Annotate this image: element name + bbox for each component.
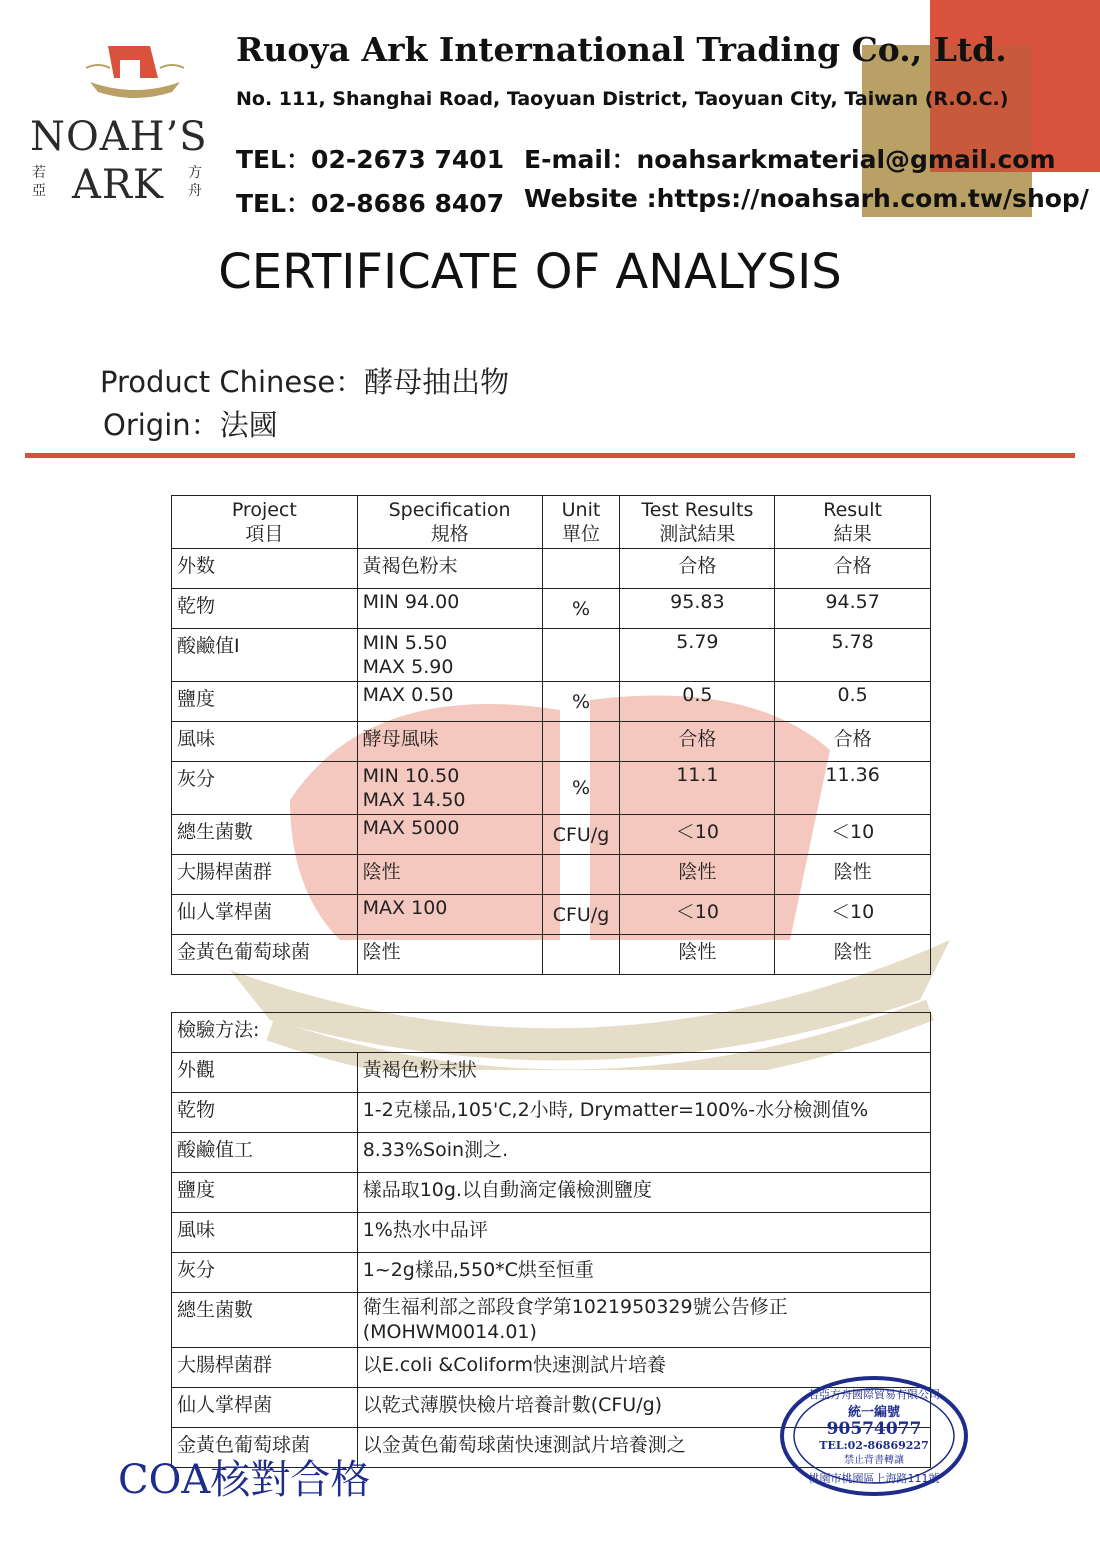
header-project: Project 項目 xyxy=(172,496,358,549)
cell-method: 1%热水中品评 xyxy=(357,1213,930,1253)
table-row xyxy=(172,1053,931,1093)
company-logo xyxy=(20,38,225,218)
header-test-results: Test Results 測試結果 xyxy=(620,496,775,549)
table-row xyxy=(172,1293,931,1348)
cell-item: 鹽度 xyxy=(172,1173,358,1213)
cell-spec: MAX 100 xyxy=(357,895,542,935)
cell-method: 衛生福利部之部段食学第1021950329號公告修正 (MOHWM0014.01) xyxy=(357,1293,930,1348)
cell-method: 黃褐色粉末狀 xyxy=(357,1053,930,1093)
logo-cjk-left: 若亞 xyxy=(32,165,46,199)
cell-item: 風味 xyxy=(172,722,358,762)
table-row xyxy=(172,1133,931,1173)
divider-rule xyxy=(25,453,1075,458)
header-result: Result 結果 xyxy=(775,496,931,549)
cell-item: 酸鹼值工 xyxy=(172,1133,358,1173)
cell-test: 95.83 xyxy=(620,589,775,629)
cell-result: 94.57 xyxy=(775,589,931,629)
logo-cjk-right: 方舟 xyxy=(188,165,202,199)
cell-spec: 陰性 xyxy=(357,935,542,975)
cell-result: 陰性 xyxy=(775,855,931,895)
cell-item: 金黃色葡萄球菌 xyxy=(172,1428,358,1468)
cell-result: ＜10 xyxy=(775,815,931,855)
cell-result: 11.36 xyxy=(775,762,931,815)
cell-item: 仙人掌桿菌 xyxy=(172,1388,358,1428)
cell-test: 11.1 xyxy=(620,762,775,815)
cell-method: 8.33%Soin測之. xyxy=(357,1133,930,1173)
cell-item: 金黃色葡萄球菌 xyxy=(172,935,358,975)
cell-test: 陰性 xyxy=(620,935,775,975)
document-title: CERTIFICATE OF ANALYSIS xyxy=(218,244,842,300)
seal-number: 90574077 xyxy=(826,1419,922,1439)
seal-note: 禁止背書轉讓 xyxy=(844,1455,904,1466)
header-unit: Unit 單位 xyxy=(542,496,620,549)
table-row xyxy=(172,1093,931,1133)
method-table-heading-row xyxy=(172,1013,931,1053)
cell-item: 鹽度 xyxy=(172,682,358,722)
cell-unit: % xyxy=(542,682,620,722)
header-specification: Specification 規格 xyxy=(357,496,542,549)
ship-icon xyxy=(80,38,190,108)
logo-noah-text: NOAH’S xyxy=(30,114,208,160)
cell-unit: CFU/g xyxy=(542,815,620,855)
cell-method: 1~2g樣品,550*C烘至恒重 xyxy=(357,1253,930,1293)
table-row xyxy=(172,589,931,629)
table-row xyxy=(172,815,931,855)
seal-name: 若亞方舟國際貿易有限公司 xyxy=(808,1388,940,1401)
cell-method: 以乾式薄膜快檢片培養計數(CFU/g) xyxy=(357,1388,930,1428)
cell-spec: MAX 0.50 xyxy=(357,682,542,722)
cell-item: 乾物 xyxy=(172,1093,358,1133)
seal-tel: TEL:02-86869227 xyxy=(819,1439,929,1452)
cell-method: 以金黃色葡萄球菌快速測試片培養測之 xyxy=(357,1428,930,1468)
signature: COA核對合格 xyxy=(118,1457,371,1503)
cell-test: ＜10 xyxy=(620,895,775,935)
cell-item: 灰分 xyxy=(172,1253,358,1293)
cell-unit: % xyxy=(542,762,620,815)
table-row xyxy=(172,935,931,975)
cell-unit xyxy=(542,722,620,762)
cell-item: 總生菌數 xyxy=(172,1293,358,1348)
cell-unit xyxy=(542,855,620,895)
table-row xyxy=(172,722,931,762)
cell-spec: MIN 10.50 MAX 14.50 xyxy=(357,762,542,815)
table-row xyxy=(172,682,931,722)
cell-result: 合格 xyxy=(775,722,931,762)
cell-unit: % xyxy=(542,589,620,629)
cell-spec: 陰性 xyxy=(357,855,542,895)
cell-item: 外觀 xyxy=(172,1053,358,1093)
seal-address: 桃園市桃園區上海路111號 xyxy=(808,1472,940,1485)
cell-test: 陰性 xyxy=(620,855,775,895)
cell-result: 陰性 xyxy=(775,935,931,975)
website[interactable]: Website :https://noahsarh.com.tw/shop/ xyxy=(524,184,1089,213)
cell-item: 風味 xyxy=(172,1213,358,1253)
cell-unit xyxy=(542,549,620,589)
cell-test: ＜10 xyxy=(620,815,775,855)
cell-method: 樣品取10g.以自動滴定儀檢測鹽度 xyxy=(357,1173,930,1213)
table-row xyxy=(172,895,931,935)
cell-spec: MAX 5000 xyxy=(357,815,542,855)
tel-1: TEL：02-2673 7401 xyxy=(236,145,505,174)
cell-result: 0.5 xyxy=(775,682,931,722)
spec-table xyxy=(171,495,931,975)
cell-test: 合格 xyxy=(620,722,775,762)
table-row xyxy=(172,1213,931,1253)
cell-result: ＜10 xyxy=(775,895,931,935)
table-row xyxy=(172,629,931,682)
cell-unit: CFU/g xyxy=(542,895,620,935)
company-seal xyxy=(778,1374,970,1498)
cell-method: 1-2克樣品,105'C,2小時, Drymatter=100%-水分檢測值% xyxy=(357,1093,930,1133)
cell-result: 5.78 xyxy=(775,629,931,682)
cell-item: 酸鹼值I xyxy=(172,629,358,682)
logo-ark-text: ARK xyxy=(72,162,164,208)
email[interactable]: E-mail：noahsarkmaterial@gmail.com xyxy=(524,145,1056,174)
cell-test: 5.79 xyxy=(620,629,775,682)
cell-spec: MIN 5.50 MAX 5.90 xyxy=(357,629,542,682)
cell-spec: MIN 94.00 xyxy=(357,589,542,629)
origin: Origin：法國 xyxy=(103,408,278,442)
seal-label: 統一編號 xyxy=(847,1405,901,1420)
cell-item: 灰分 xyxy=(172,762,358,815)
cell-item: 乾物 xyxy=(172,589,358,629)
tel-2: TEL：02-8686 8407 xyxy=(236,189,505,218)
spec-table-header xyxy=(172,496,931,549)
table-row xyxy=(172,1253,931,1293)
cell-item: 總生菌數 xyxy=(172,815,358,855)
company-address: No. 111, Shanghai Road, Taoyuan District, Taoyuan City, Taiwan (R.O.C.) xyxy=(236,88,1009,110)
method-heading: 檢驗方法: xyxy=(172,1013,931,1053)
table-row xyxy=(172,762,931,815)
company-name: Ruoya Ark International Trading Co., Ltd. xyxy=(236,30,1007,69)
table-row xyxy=(172,855,931,895)
cell-result: 合格 xyxy=(775,549,931,589)
cell-item: 大腸桿菌群 xyxy=(172,1348,358,1388)
table-row xyxy=(172,549,931,589)
cell-unit xyxy=(542,935,620,975)
cell-spec: 酵母風味 xyxy=(357,722,542,762)
cell-unit xyxy=(542,629,620,682)
cell-spec: 黃褐色粉末 xyxy=(357,549,542,589)
cell-item: 仙人掌桿菌 xyxy=(172,895,358,935)
cell-item: 大腸桿菌群 xyxy=(172,855,358,895)
cell-test: 0.5 xyxy=(620,682,775,722)
cell-test: 合格 xyxy=(620,549,775,589)
cell-item: 外数 xyxy=(172,549,358,589)
table-row xyxy=(172,1173,931,1213)
cell-method: 以E.coli &Coliform快速測試片培養 xyxy=(357,1348,930,1388)
product-name: Product Chinese：酵母抽出物 xyxy=(100,365,510,399)
